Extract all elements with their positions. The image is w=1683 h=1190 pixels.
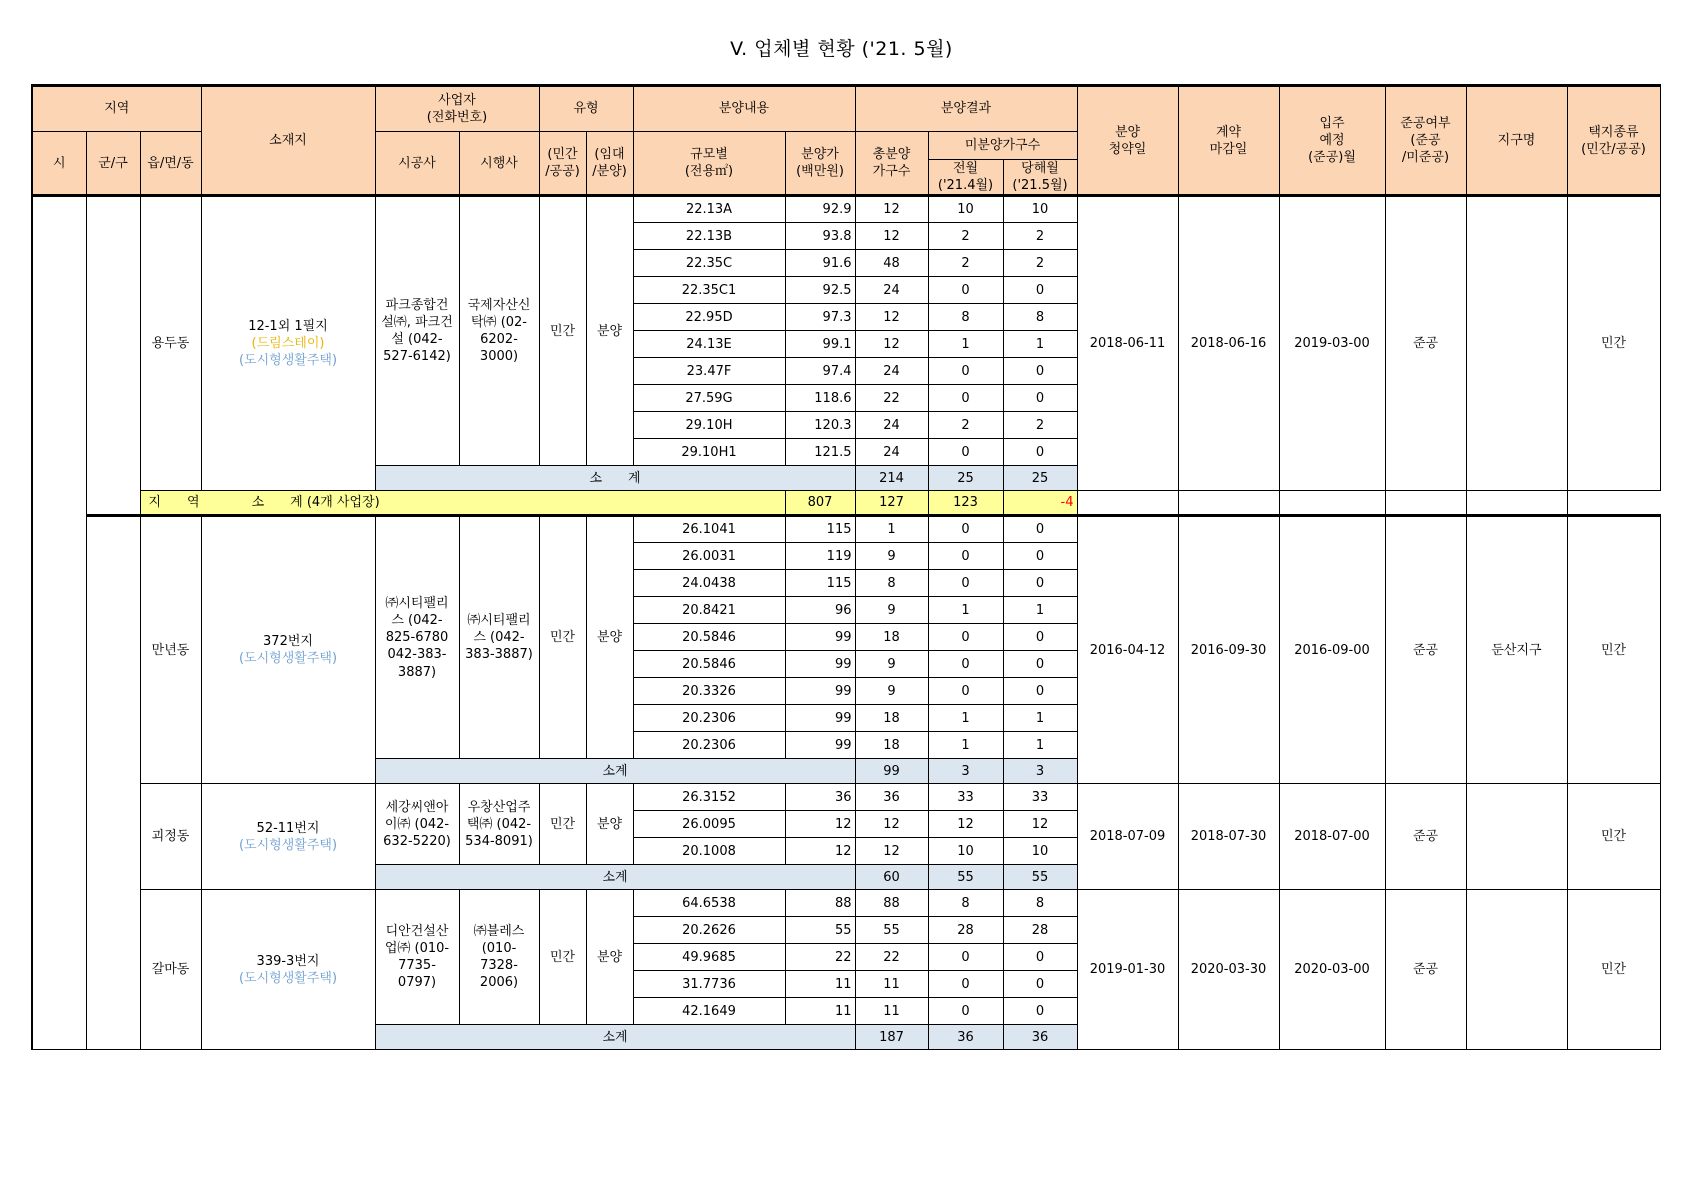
completion-cell: 준공	[1385, 516, 1466, 784]
price-cell: 120.3	[785, 412, 855, 439]
gungu-cell	[86, 516, 140, 1050]
unsold-prev-cell: 2	[928, 412, 1003, 439]
scale-cell: 20.5846	[633, 651, 785, 678]
unsold-cur-cell: 2	[1003, 223, 1077, 250]
address-line: 52-11번지	[256, 820, 320, 836]
subtotal-cur: 25	[1003, 466, 1077, 491]
scale-cell: 24.0438	[633, 570, 785, 597]
header-owner: 시행사	[459, 132, 539, 196]
unsold-cur-cell: 1	[1003, 732, 1077, 759]
unsold-cur-cell: 0	[1003, 998, 1077, 1025]
subtotal-cur: 3	[1003, 759, 1077, 784]
land-type-cell: 민간	[1567, 784, 1660, 890]
region-subtotal-diff: -4	[1003, 491, 1077, 516]
unsold-prev-cell: 0	[928, 678, 1003, 705]
unsold-prev-cell: 2	[928, 250, 1003, 277]
header-total-units: 총분양 가구수	[855, 132, 928, 196]
scale-cell: 20.3326	[633, 678, 785, 705]
price-cell: 99	[785, 678, 855, 705]
total-units-cell: 9	[855, 543, 928, 570]
total-units-cell: 9	[855, 678, 928, 705]
scale-cell: 26.0031	[633, 543, 785, 570]
unsold-cur-cell: 0	[1003, 624, 1077, 651]
district-cell: 둔산지구	[1466, 516, 1567, 784]
region-subtotal-label: 지 역 소 계 (4개 사업장)	[140, 491, 785, 516]
unsold-cur-cell: 0	[1003, 678, 1077, 705]
total-units-cell: 12	[855, 196, 928, 223]
unsold-prev-cell: 8	[928, 304, 1003, 331]
unsold-cur-cell: 1	[1003, 331, 1077, 358]
owner-cell: 우창산업주택㈜ (042-534-8091)	[459, 784, 539, 865]
header-eup: 읍/면/동	[140, 132, 201, 196]
price-cell: 36	[785, 784, 855, 811]
subtotal-total: 214	[855, 466, 928, 491]
unsold-prev-cell: 33	[928, 784, 1003, 811]
price-cell: 121.5	[785, 439, 855, 466]
header-prev-month: 전월 ('21.4월)	[928, 160, 1003, 196]
scale-cell: 20.2306	[633, 705, 785, 732]
price-cell: 99	[785, 732, 855, 759]
unsold-cur-cell: 10	[1003, 838, 1077, 865]
total-units-cell: 48	[855, 250, 928, 277]
land-type-cell: 민간	[1567, 890, 1660, 1050]
unsold-prev-cell: 0	[928, 385, 1003, 412]
district-cell	[1466, 890, 1567, 1050]
table-row	[32, 196, 1660, 223]
dong-cell: 괴정동	[140, 784, 201, 890]
public-private-cell: 민간	[539, 890, 586, 1025]
scale-cell: 22.35C1	[633, 277, 785, 304]
subscription-date-cell: 2018-07-09	[1077, 784, 1178, 890]
public-private-cell: 민간	[539, 784, 586, 865]
unsold-prev-cell: 0	[928, 971, 1003, 998]
header-si: 시	[32, 132, 86, 196]
header-region: 지역	[32, 86, 201, 132]
unsold-prev-cell: 0	[928, 277, 1003, 304]
header-location: 소재지	[201, 86, 375, 196]
complex-name: (드림스테이)	[251, 336, 325, 352]
scale-cell: 22.13B	[633, 223, 785, 250]
unsold-cur-cell: 0	[1003, 277, 1077, 304]
price-cell: 99	[785, 651, 855, 678]
total-units-cell: 12	[855, 223, 928, 250]
scale-cell: 26.1041	[633, 516, 785, 543]
total-units-cell: 18	[855, 705, 928, 732]
builder-cell: 세강씨앤아이㈜ (042-632-5220)	[375, 784, 459, 865]
owner-cell: 국제자산신탁㈜ (02-6202-3000)	[459, 196, 539, 466]
location-cell	[201, 890, 375, 1050]
address-line: 339-3번지	[256, 953, 320, 969]
unsold-cur-cell: 12	[1003, 811, 1077, 838]
housing-type: (도시형생활주택)	[238, 970, 338, 986]
unsold-cur-cell: 0	[1003, 439, 1077, 466]
price-cell: 119	[785, 543, 855, 570]
subtotal-label: 소 계	[375, 466, 855, 491]
builder-cell: ㈜시티팰리스 (042-825-6780 042-383-3887)	[375, 516, 459, 759]
unsold-prev-cell: 0	[928, 439, 1003, 466]
unsold-prev-cell: 12	[928, 811, 1003, 838]
total-units-cell: 11	[855, 971, 928, 998]
completion-cell: 준공	[1385, 890, 1466, 1050]
total-units-cell: 36	[855, 784, 928, 811]
page-title: V. 업체별 현황 ('21. 5월)	[730, 38, 953, 60]
header-rent-sale: (임대 /분양)	[586, 132, 633, 196]
rent-sale-cell: 분양	[586, 890, 633, 1025]
header-land-type: 택지종류 (민간/공공)	[1567, 86, 1660, 196]
rent-sale-cell: 분양	[586, 196, 633, 466]
subtotal-cur: 55	[1003, 865, 1077, 890]
price-cell: 99	[785, 705, 855, 732]
header-unsold: 미분양가구수	[928, 132, 1077, 160]
price-cell: 96	[785, 597, 855, 624]
unsold-prev-cell: 0	[928, 944, 1003, 971]
contract-date-cell: 2016-09-30	[1178, 516, 1279, 784]
rent-sale-cell: 분양	[586, 784, 633, 865]
rent-sale-cell: 분양	[586, 516, 633, 759]
housing-type: (도시형생활주택)	[238, 353, 338, 369]
price-cell: 97.3	[785, 304, 855, 331]
unsold-prev-cell: 1	[928, 597, 1003, 624]
price-cell: 92.9	[785, 196, 855, 223]
unsold-prev-cell: 2	[928, 223, 1003, 250]
total-units-cell: 24	[855, 277, 928, 304]
header-scale: 규모별 (전용㎡)	[633, 132, 785, 196]
scale-cell: 27.59G	[633, 385, 785, 412]
price-cell: 92.5	[785, 277, 855, 304]
scale-cell: 64.6538	[633, 890, 785, 917]
unsold-cur-cell: 0	[1003, 971, 1077, 998]
unsold-cur-cell: 0	[1003, 358, 1077, 385]
unsold-cur-cell: 0	[1003, 516, 1077, 543]
header-price: 분양가 (백만원)	[785, 132, 855, 196]
header-this-month: 당해월 ('21.5월)	[1003, 160, 1077, 196]
header-completion: 준공여부 (준공 /미준공)	[1385, 86, 1466, 196]
subtotal-total: 187	[855, 1025, 928, 1050]
header-move-in: 입주 예정 (준공)월	[1279, 86, 1385, 196]
land-type-cell: 민간	[1567, 196, 1660, 491]
gungu-cell	[86, 196, 140, 516]
builder-cell: 파크종합건설㈜, 파크건설 (042-527-6142)	[375, 196, 459, 466]
scale-cell: 20.1008	[633, 838, 785, 865]
move-in-cell: 2018-07-00	[1279, 784, 1385, 890]
contract-date-cell: 2018-06-16	[1178, 196, 1279, 491]
table-row	[32, 890, 1660, 917]
price-cell: 22	[785, 944, 855, 971]
unsold-prev-cell: 0	[928, 358, 1003, 385]
header-public-private: (민간 /공공)	[539, 132, 586, 196]
housing-type: (도시형생활주택)	[238, 651, 338, 667]
total-units-cell: 24	[855, 412, 928, 439]
subscription-date-cell: 2016-04-12	[1077, 516, 1178, 784]
subtotal-label: 소계	[375, 759, 855, 784]
scale-cell: 23.47F	[633, 358, 785, 385]
contract-date-cell: 2018-07-30	[1178, 784, 1279, 890]
scale-cell: 42.1649	[633, 998, 785, 1025]
total-units-cell: 11	[855, 998, 928, 1025]
total-units-cell: 12	[855, 304, 928, 331]
unsold-cur-cell: 10	[1003, 196, 1077, 223]
region-subtotal-row	[32, 491, 1660, 516]
table-row	[32, 784, 1660, 811]
price-cell: 115	[785, 570, 855, 597]
subtotal-prev: 55	[928, 865, 1003, 890]
price-cell: 97.4	[785, 358, 855, 385]
header-type: 유형	[539, 86, 633, 132]
builder-cell: 디안건설산업㈜ (010-7735-0797)	[375, 890, 459, 1025]
scale-cell: 22.35C	[633, 250, 785, 277]
unsold-cur-cell: 0	[1003, 944, 1077, 971]
unsold-prev-cell: 10	[928, 196, 1003, 223]
header-gungu: 군/구	[86, 132, 140, 196]
unsold-cur-cell: 33	[1003, 784, 1077, 811]
unsold-prev-cell: 0	[928, 543, 1003, 570]
total-units-cell: 22	[855, 385, 928, 412]
scale-cell: 20.2306	[633, 732, 785, 759]
subscription-date-cell: 2018-06-11	[1077, 196, 1178, 491]
location-cell	[201, 516, 375, 784]
subscription-date-cell: 2019-01-30	[1077, 890, 1178, 1050]
owner-cell: ㈜블레스 (010-7328-2006)	[459, 890, 539, 1025]
scale-cell: 20.8421	[633, 597, 785, 624]
public-private-cell: 민간	[539, 196, 586, 466]
total-units-cell: 12	[855, 838, 928, 865]
header-builder: 시공사	[375, 132, 459, 196]
header-subscription-date: 분양 청약일	[1077, 86, 1178, 196]
total-units-cell: 18	[855, 732, 928, 759]
total-units-cell: 88	[855, 890, 928, 917]
housing-type: (도시형생활주택)	[238, 837, 338, 853]
price-cell: 99	[785, 624, 855, 651]
unsold-cur-cell: 2	[1003, 412, 1077, 439]
total-units-cell: 22	[855, 944, 928, 971]
unsold-prev-cell: 10	[928, 838, 1003, 865]
scale-cell: 20.5846	[633, 624, 785, 651]
scale-cell: 26.0095	[633, 811, 785, 838]
price-cell: 11	[785, 971, 855, 998]
location-cell	[201, 784, 375, 890]
unsold-cur-cell: 1	[1003, 597, 1077, 624]
unsold-cur-cell: 2	[1003, 250, 1077, 277]
header-district: 지구명	[1466, 86, 1567, 196]
total-units-cell: 55	[855, 917, 928, 944]
total-units-cell: 12	[855, 331, 928, 358]
total-units-cell: 24	[855, 439, 928, 466]
unsold-prev-cell: 8	[928, 890, 1003, 917]
address-line: 372번지	[263, 634, 313, 650]
table-row	[32, 516, 1660, 543]
scale-cell: 22.95D	[633, 304, 785, 331]
price-cell: 91.6	[785, 250, 855, 277]
header-contract-date: 계약 마감일	[1178, 86, 1279, 196]
region-subtotal-cur: 123	[928, 491, 1003, 516]
subtotal-label: 소계	[375, 1025, 855, 1050]
unsold-prev-cell: 1	[928, 705, 1003, 732]
move-in-cell: 2016-09-00	[1279, 516, 1385, 784]
price-cell: 12	[785, 811, 855, 838]
unsold-prev-cell: 1	[928, 732, 1003, 759]
subtotal-prev: 25	[928, 466, 1003, 491]
unsold-cur-cell: 0	[1003, 543, 1077, 570]
address-line: 12-1외 1필지	[248, 319, 328, 335]
unsold-cur-cell: 8	[1003, 304, 1077, 331]
unsold-cur-cell: 1	[1003, 705, 1077, 732]
price-cell: 99.1	[785, 331, 855, 358]
subtotal-prev: 36	[928, 1025, 1003, 1050]
dong-cell: 만년동	[140, 516, 201, 784]
unsold-prev-cell: 0	[928, 651, 1003, 678]
contract-date-cell: 2020-03-30	[1178, 890, 1279, 1050]
location-cell	[201, 196, 375, 491]
total-units-cell: 9	[855, 597, 928, 624]
header-sale-result: 분양결과	[855, 86, 1077, 132]
total-units-cell: 24	[855, 358, 928, 385]
scale-cell: 20.2626	[633, 917, 785, 944]
scale-cell: 29.10H1	[633, 439, 785, 466]
price-cell: 118.6	[785, 385, 855, 412]
unsold-cur-cell: 0	[1003, 651, 1077, 678]
price-cell: 115	[785, 516, 855, 543]
unsold-prev-cell: 0	[928, 570, 1003, 597]
unsold-prev-cell: 0	[928, 516, 1003, 543]
public-private-cell: 민간	[539, 516, 586, 759]
header-developer: 사업자 (전화번호)	[375, 86, 539, 132]
move-in-cell: 2020-03-00	[1279, 890, 1385, 1050]
land-type-cell: 민간	[1567, 516, 1660, 784]
price-cell: 12	[785, 838, 855, 865]
subtotal-cur: 36	[1003, 1025, 1077, 1050]
scale-cell: 29.10H	[633, 412, 785, 439]
scale-cell: 22.13A	[633, 196, 785, 223]
price-cell: 11	[785, 998, 855, 1025]
owner-cell: ㈜시티팰리스 (042-383-3887)	[459, 516, 539, 759]
price-cell: 93.8	[785, 223, 855, 250]
subtotal-total: 60	[855, 865, 928, 890]
unsold-cur-cell: 0	[1003, 570, 1077, 597]
scale-cell: 24.13E	[633, 331, 785, 358]
price-cell: 88	[785, 890, 855, 917]
district-cell	[1466, 196, 1567, 491]
total-units-cell: 9	[855, 651, 928, 678]
unsold-cur-cell: 8	[1003, 890, 1077, 917]
scale-cell: 26.3152	[633, 784, 785, 811]
subtotal-prev: 3	[928, 759, 1003, 784]
unsold-cur-cell: 28	[1003, 917, 1077, 944]
region-subtotal-prev: 127	[855, 491, 928, 516]
dong-cell: 갈마동	[140, 890, 201, 1050]
subtotal-label: 소계	[375, 865, 855, 890]
move-in-cell: 2019-03-00	[1279, 196, 1385, 491]
unsold-prev-cell: 1	[928, 331, 1003, 358]
subtotal-total: 99	[855, 759, 928, 784]
scale-cell: 31.7736	[633, 971, 785, 998]
price-cell: 55	[785, 917, 855, 944]
header-sale-content: 분양내용	[633, 86, 855, 132]
completion-cell: 준공	[1385, 784, 1466, 890]
total-units-cell: 8	[855, 570, 928, 597]
status-table	[31, 84, 1661, 1050]
unsold-cur-cell: 0	[1003, 385, 1077, 412]
total-units-cell: 12	[855, 811, 928, 838]
completion-cell: 준공	[1385, 196, 1466, 491]
dong-cell: 용두동	[140, 196, 201, 491]
scale-cell: 49.9685	[633, 944, 785, 971]
unsold-prev-cell: 0	[928, 998, 1003, 1025]
district-cell	[1466, 784, 1567, 890]
unsold-prev-cell: 0	[928, 624, 1003, 651]
total-units-cell: 18	[855, 624, 928, 651]
si-cell	[32, 196, 86, 1050]
total-units-cell: 1	[855, 516, 928, 543]
region-subtotal-total: 807	[785, 491, 855, 516]
unsold-prev-cell: 28	[928, 917, 1003, 944]
